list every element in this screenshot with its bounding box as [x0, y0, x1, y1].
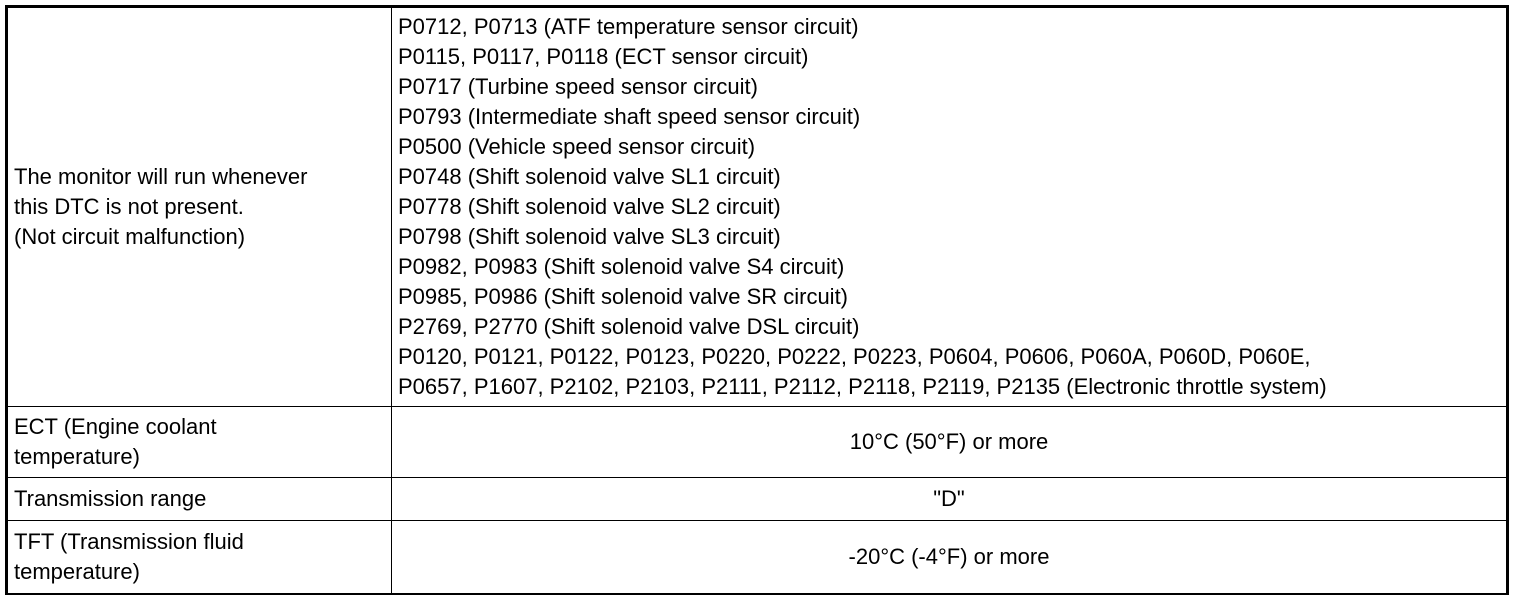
table-row-dtc-exclusions: [8, 8, 1507, 407]
dtc-line: P0657, P1607, P2102, P2103, P2111, P2112, P2118, P2119, P2135 (Electronic throttle system): [398, 374, 1327, 399]
dtc-line: P2769, P2770 (Shift solenoid valve DSL circuit): [398, 314, 860, 339]
label-line: ECT (Engine coolant: [14, 414, 217, 439]
label-cell: [8, 521, 392, 594]
dtc-line: P0798 (Shift solenoid valve SL3 circuit): [398, 224, 781, 249]
label-line: TFT (Transmission fluid: [14, 529, 244, 554]
label-line: temperature): [14, 559, 140, 584]
value-cell: "D": [392, 478, 1507, 521]
label-line: (Not circuit malfunction): [14, 224, 246, 249]
label-line: The monitor will run whenever: [14, 164, 308, 189]
dtc-line: P0115, P0117, P0118 (ECT sensor circuit): [398, 44, 809, 69]
monitor-conditions-table: [7, 7, 1507, 594]
conditions-table-frame: [5, 5, 1509, 595]
dtc-line: P0717 (Turbine speed sensor circuit): [398, 74, 758, 99]
label-line: Transmission range: [14, 486, 207, 511]
table-row-transmission-range: [8, 478, 1507, 521]
table-row-tft: [8, 521, 1507, 594]
dtc-line: P0748 (Shift solenoid valve SL1 circuit): [398, 164, 781, 189]
label-line: temperature): [14, 444, 140, 469]
dtc-line: P0982, P0983 (Shift solenoid valve S4 circuit): [398, 254, 845, 279]
dtc-line: P0712, P0713 (ATF temperature sensor circuit): [398, 14, 859, 39]
table-row-ect: [8, 407, 1507, 478]
dtc-line: P0793 (Intermediate shaft speed sensor circuit): [398, 104, 861, 129]
dtc-line: P0778 (Shift solenoid valve SL2 circuit): [398, 194, 781, 219]
value-cell: 10°C (50°F) or more: [392, 407, 1507, 478]
label-cell: [8, 407, 392, 478]
label-cell: [8, 8, 392, 407]
dtc-line: P0120, P0121, P0122, P0123, P0220, P0222, P0223, P0604, P0606, P060A, P060D, P060E,: [398, 344, 1311, 369]
label-cell: [8, 478, 392, 521]
value-cell: -20°C (-4°F) or more: [392, 521, 1507, 594]
dtc-line: P0985, P0986 (Shift solenoid valve SR circuit): [398, 284, 849, 309]
dtc-line: P0500 (Vehicle speed sensor circuit): [398, 134, 756, 159]
dtc-list-cell: [392, 8, 1507, 407]
label-line: this DTC is not present.: [14, 194, 244, 219]
